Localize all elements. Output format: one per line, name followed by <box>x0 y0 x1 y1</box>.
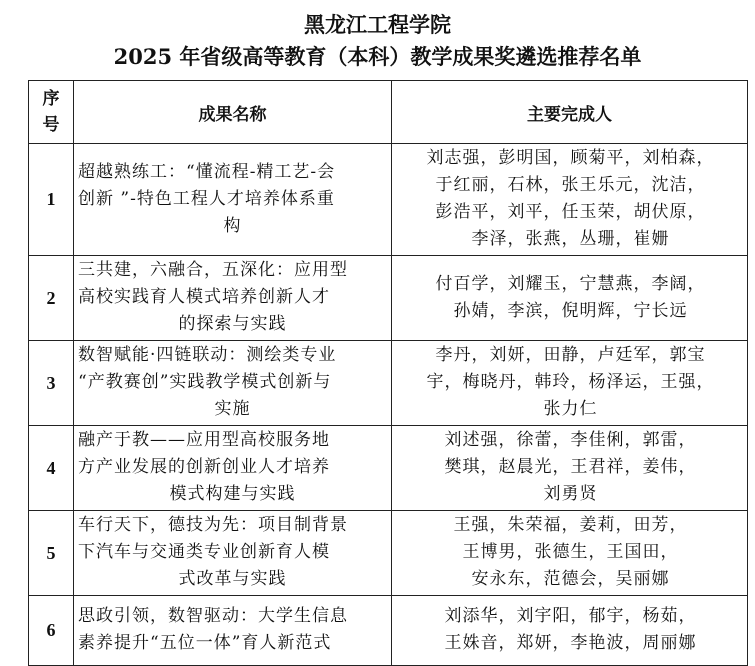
contributors-line: 王博男，张德生，王国田， <box>462 542 679 562</box>
table-row <box>29 144 748 256</box>
contributors-line: 刘志强，彭明国，顾菊平，刘柏森， <box>426 148 715 168</box>
main-contributors-cell <box>392 596 748 666</box>
document-subtitle: 2025 年省级高等教育（本科）教学成果奖遴选推荐名单 <box>113 44 642 69</box>
row-number: 2 <box>29 256 74 341</box>
contributors-line: 安永东，范德会，吴丽娜 <box>471 569 670 589</box>
achievement-name-line: 构 <box>223 215 242 236</box>
main-contributors-cell <box>392 341 748 426</box>
achievement-name-cell <box>74 144 392 256</box>
main-contributors-cell <box>392 144 748 256</box>
contributors-line: 王姝音，郑妍，李艳波，周丽娜 <box>444 633 697 653</box>
header-seq-line2: 号 <box>42 115 60 135</box>
achievement-name-line: 融产于教——应用型高校服务地 <box>78 430 330 450</box>
header-people: 主要完成人 <box>392 81 748 144</box>
achievement-name-line: 高校实践育人模式培养创新人才 <box>78 287 330 307</box>
contributors-line: 李丹，刘妍，田静，卢廷军，郭宝 <box>435 345 706 365</box>
contributors-line: 彭浩平，刘平，任玉荣，胡伏原， <box>435 202 706 222</box>
achievement-name-line: 模式构建与实践 <box>169 484 296 504</box>
row-number: 5 <box>29 511 74 596</box>
achievement-name-cell <box>74 426 392 511</box>
table-row <box>29 341 748 426</box>
table-body <box>29 144 748 666</box>
header-seq <box>29 81 74 144</box>
table-row <box>29 256 748 341</box>
achievement-name-line: 下汽车与交通类专业创新育人模 <box>78 542 330 562</box>
recommendation-table <box>28 80 748 666</box>
table-header-row <box>29 81 748 144</box>
table-row <box>29 596 748 666</box>
table-row <box>29 426 748 511</box>
achievement-name-line: 思政引领，数智驱动：大学生信息 <box>78 606 348 626</box>
table-row <box>29 511 748 596</box>
header-name: 成果名称 <box>74 81 392 144</box>
achievement-name-line: “产教赛创”实践教学模式创新与 <box>78 372 332 392</box>
achievement-name-line: 方产业发展的创新创业人才培养 <box>78 457 330 477</box>
main-contributors-cell <box>392 426 748 511</box>
main-contributors-cell <box>392 511 748 596</box>
achievement-name-line: 的探索与实践 <box>178 314 287 334</box>
contributors-line: 刘述强，徐蕾，李佳俐，郭雷， <box>444 430 697 450</box>
main-contributors-cell <box>392 256 748 341</box>
achievement-name-cell <box>74 511 392 596</box>
achievement-name-line: 创新 ”-特色工程人才培养体系重 <box>78 188 335 209</box>
achievement-name-line: 素养提升“五位一体”育人新范式 <box>78 633 332 653</box>
contributors-line: 孙婧，李滨，倪明辉，宁长远 <box>453 300 688 321</box>
document-title: 黑龙江工程学院 <box>304 12 451 37</box>
contributors-line: 张力仁 <box>543 399 598 419</box>
contributors-line: 樊琪，赵晨光，王君祥，姜伟， <box>444 457 697 477</box>
achievement-name-cell <box>74 596 392 666</box>
row-number: 3 <box>29 341 74 426</box>
contributors-line: 刘添华，刘宇阳，郁宇，杨茹， <box>444 606 697 626</box>
achievement-name-line: 车行天下，德技为先：项目制背景 <box>78 515 348 535</box>
row-number: 6 <box>29 596 74 666</box>
achievement-name-line: 超越熟练工：“懂流程-精工艺-会 <box>78 161 336 182</box>
contributors-line: 付百学，刘耀玉，宁慧燕，李阔， <box>435 273 706 294</box>
achievement-name-cell <box>74 256 392 341</box>
achievement-name-cell <box>74 341 392 426</box>
row-number: 4 <box>29 426 74 511</box>
row-number: 1 <box>29 144 74 256</box>
contributors-line: 宇，梅晓丹，韩玲，杨泽运，王强， <box>426 372 715 392</box>
achievement-name-line: 三共建，六融合，五深化：应用型 <box>78 260 348 280</box>
header-seq-line1: 序 <box>42 89 60 109</box>
contributors-line: 李泽，张燕，丛珊，崔姗 <box>471 229 670 249</box>
achievement-name-line: 数智赋能·四链联动：测绘类专业 <box>78 345 337 365</box>
achievement-name-line: 实施 <box>214 399 251 419</box>
contributors-line: 刘勇贤 <box>543 484 598 504</box>
contributors-line: 王强，朱荣福，姜莉，田芳， <box>453 515 688 535</box>
contributors-line: 于红丽，石林，张王乐元，沈洁， <box>435 175 706 195</box>
achievement-name-line: 式改革与实践 <box>178 569 287 589</box>
